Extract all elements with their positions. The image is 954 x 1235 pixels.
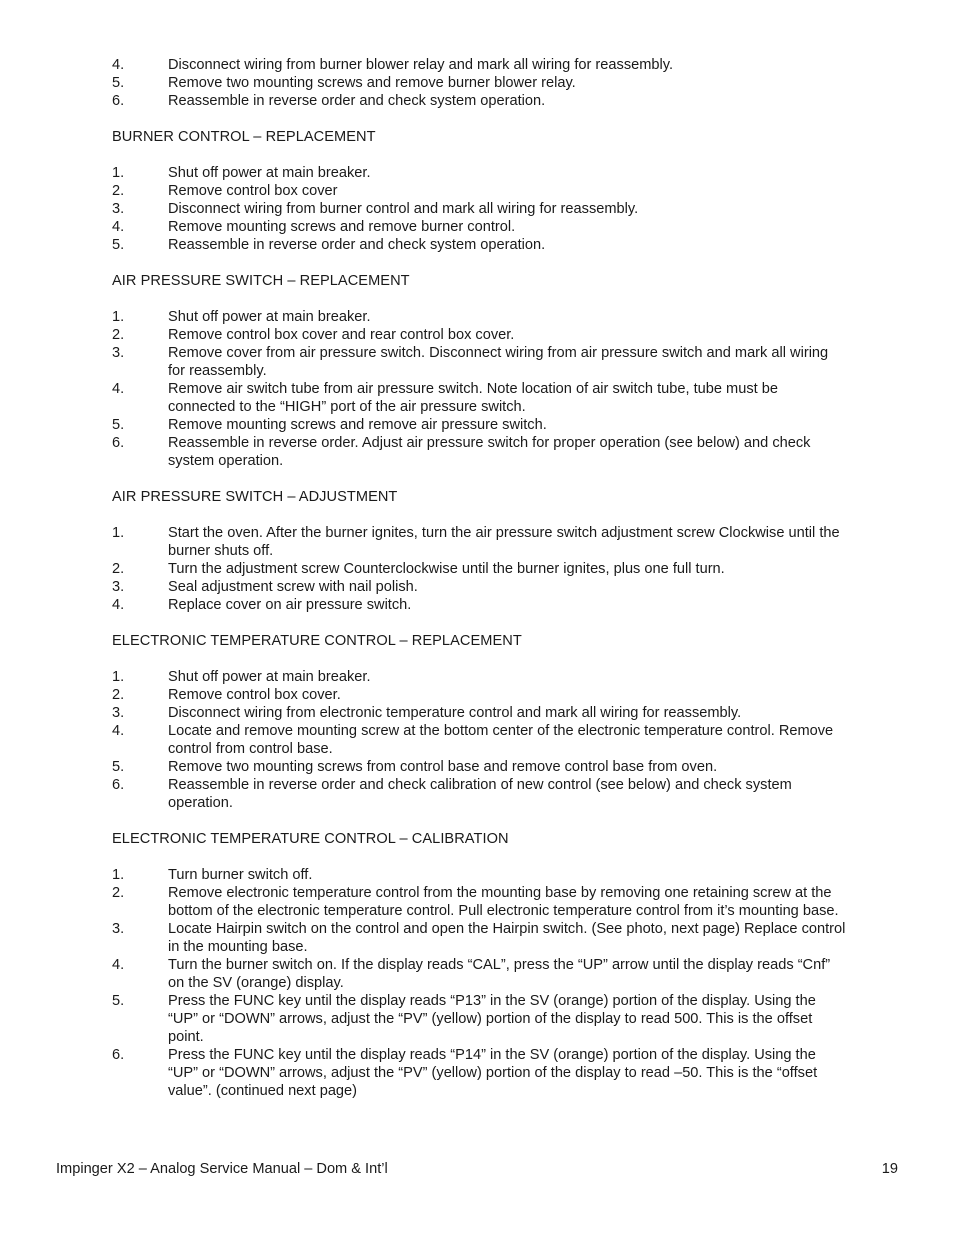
step-number: 2. xyxy=(112,561,125,577)
step-text: Seal adjustment screw with nail polish. xyxy=(168,579,418,595)
step-text: Locate Hairpin switch on the control and open the Hairpin switch. (See photo, next page) Replace control in the mounting base. xyxy=(168,921,846,955)
air-pressure-switch-adjustment-steps xyxy=(112,524,847,614)
step-number: 6. xyxy=(112,1047,125,1063)
list-item xyxy=(112,164,847,182)
list-item xyxy=(112,560,847,578)
section-heading-electronic-temperature-control-calibration: ELECTRONIC TEMPERATURE CONTROL – CALIBRATION xyxy=(112,831,509,847)
step-number: 1. xyxy=(112,525,125,541)
list-item xyxy=(112,218,847,236)
step-text: Remove two mounting screws from control base and remove control base from oven. xyxy=(168,759,718,775)
air-pressure-switch-replacement-steps xyxy=(112,308,847,470)
step-number: 5. xyxy=(112,759,125,775)
page-content xyxy=(112,56,847,1100)
step-text: Remove mounting screws and remove burner control. xyxy=(168,219,516,235)
step-text: Remove control box cover and rear control box cover. xyxy=(168,327,515,343)
list-item xyxy=(112,722,847,758)
step-number: 2. xyxy=(112,183,125,199)
list-item xyxy=(112,182,847,200)
step-text: Reassemble in reverse order and check calibration of new control (see below) and check system operation. xyxy=(168,777,792,811)
intro-step-list xyxy=(112,56,847,110)
step-number: 1. xyxy=(112,867,125,883)
page-number: 19 xyxy=(881,1161,898,1177)
step-number: 1. xyxy=(112,309,125,325)
list-item xyxy=(112,1046,847,1100)
step-text: Turn the adjustment screw Counterclockwise until the burner ignites, plus one full turn. xyxy=(168,561,725,577)
step-number: 1. xyxy=(112,669,125,685)
list-item xyxy=(112,380,847,416)
section-heading-electronic-temperature-control-replacement: ELECTRONIC TEMPERATURE CONTROL – REPLACEMENT xyxy=(112,633,522,649)
step-number: 6. xyxy=(112,435,125,451)
electronic-temperature-control-calibration-steps xyxy=(112,866,847,1100)
step-text: Replace cover on air pressure switch. xyxy=(168,597,412,613)
step-text: Reassemble in reverse order. Adjust air pressure switch for proper operation (see below) and check system operation. xyxy=(168,435,811,469)
step-number: 4. xyxy=(112,57,125,73)
step-text: Shut off power at main breaker. xyxy=(168,165,371,181)
step-number: 6. xyxy=(112,93,125,109)
list-item xyxy=(112,866,847,884)
section-heading-burner-control-replacement: BURNER CONTROL – REPLACEMENT xyxy=(112,129,376,145)
step-number: 2. xyxy=(112,687,125,703)
list-item xyxy=(112,524,847,560)
step-text: Turn burner switch off. xyxy=(168,867,313,883)
step-number: 2. xyxy=(112,885,125,901)
step-number: 4. xyxy=(112,219,125,235)
list-item xyxy=(112,434,847,470)
burner-control-replacement-steps xyxy=(112,164,847,254)
list-item xyxy=(112,920,847,956)
step-text: Turn the burner switch on. If the display reads “CAL”, press the “UP” arrow until the display reads “Cnf” on the SV (orange) display. xyxy=(168,957,831,991)
step-text: Remove control box cover. xyxy=(168,687,341,703)
list-item xyxy=(112,56,847,74)
step-number: 4. xyxy=(112,723,125,739)
list-item xyxy=(112,776,847,812)
step-text: Press the FUNC key until the display reads “P13” in the SV (orange) portion of the display. Using the “UP” or “DOWN” arrows, adjust the “PV” (yellow) portion of the display to read 500. This is the offset point. xyxy=(168,993,816,1045)
step-number: 4. xyxy=(112,381,125,397)
step-text: Remove mounting screws and remove air pressure switch. xyxy=(168,417,547,433)
step-text: Disconnect wiring from electronic temperature control and mark all wiring for reassembly. xyxy=(168,705,742,721)
step-number: 3. xyxy=(112,345,125,361)
step-text: Shut off power at main breaker. xyxy=(168,309,371,325)
list-item xyxy=(112,596,847,614)
step-text: Remove air switch tube from air pressure switch. Note location of air switch tube, tube must be connected to the “HIGH” port of the air pressure switch. xyxy=(168,381,778,415)
step-number: 3. xyxy=(112,921,125,937)
step-text: Press the FUNC key until the display reads “P14” in the SV (orange) portion of the display. Using the “UP” or “DOWN” arrows, adjust the “PV” (yellow) portion of the display to read –50. This is the “offset value”. (continued next page) xyxy=(168,1047,818,1099)
step-text: Start the oven. After the burner ignites, turn the air pressure switch adjustment screw Clockwise until the burner shuts off. xyxy=(168,525,840,559)
step-text: Reassemble in reverse order and check system operation. xyxy=(168,237,546,253)
step-text: Remove two mounting screws and remove burner blower relay. xyxy=(168,75,576,91)
step-text: Disconnect wiring from burner control and mark all wiring for reassembly. xyxy=(168,201,639,217)
step-text: Reassemble in reverse order and check system operation. xyxy=(168,93,546,109)
step-number: 1. xyxy=(112,165,125,181)
step-number: 6. xyxy=(112,777,125,793)
step-text: Shut off power at main breaker. xyxy=(168,669,371,685)
step-text: Locate and remove mounting screw at the bottom center of the electronic temperature control. Remove control from control base. xyxy=(168,723,834,757)
electronic-temperature-control-replacement-steps xyxy=(112,668,847,812)
step-number: 3. xyxy=(112,579,125,595)
list-item xyxy=(112,884,847,920)
step-number: 5. xyxy=(112,237,125,253)
step-number: 5. xyxy=(112,75,125,91)
step-number: 5. xyxy=(112,417,125,433)
step-text: Remove cover from air pressure switch. Disconnect wiring from air pressure switch and mark all wiring for reassembly. xyxy=(168,345,829,379)
step-text: Disconnect wiring from burner blower relay and mark all wiring for reassembly. xyxy=(168,57,674,73)
list-item xyxy=(112,92,847,110)
list-item xyxy=(112,344,847,380)
step-number: 3. xyxy=(112,705,125,721)
section-heading-air-pressure-switch-adjustment: AIR PRESSURE SWITCH – ADJUSTMENT xyxy=(112,489,398,505)
step-number: 3. xyxy=(112,201,125,217)
list-item xyxy=(112,686,847,704)
list-item xyxy=(112,416,847,434)
list-item xyxy=(112,326,847,344)
step-text: Remove control box cover xyxy=(168,183,338,199)
list-item xyxy=(112,308,847,326)
step-number: 2. xyxy=(112,327,125,343)
list-item xyxy=(112,200,847,218)
list-item xyxy=(112,992,847,1046)
step-number: 4. xyxy=(112,957,125,973)
list-item xyxy=(112,758,847,776)
footer-title: Impinger X2 – Analog Service Manual – Dom & Int’l xyxy=(56,1161,388,1177)
step-number: 5. xyxy=(112,993,125,1009)
list-item xyxy=(112,668,847,686)
list-item xyxy=(112,236,847,254)
section-heading-air-pressure-switch-replacement: AIR PRESSURE SWITCH – REPLACEMENT xyxy=(112,273,410,289)
list-item xyxy=(112,956,847,992)
page-footer xyxy=(56,1160,898,1178)
list-item xyxy=(112,704,847,722)
step-text: Remove electronic temperature control from the mounting base by removing one retaining screw at the bottom of the electronic temperature control. Pull electronic temperature control from it’s mounting base. xyxy=(168,885,839,919)
list-item xyxy=(112,74,847,92)
step-number: 4. xyxy=(112,597,125,613)
list-item xyxy=(112,578,847,596)
